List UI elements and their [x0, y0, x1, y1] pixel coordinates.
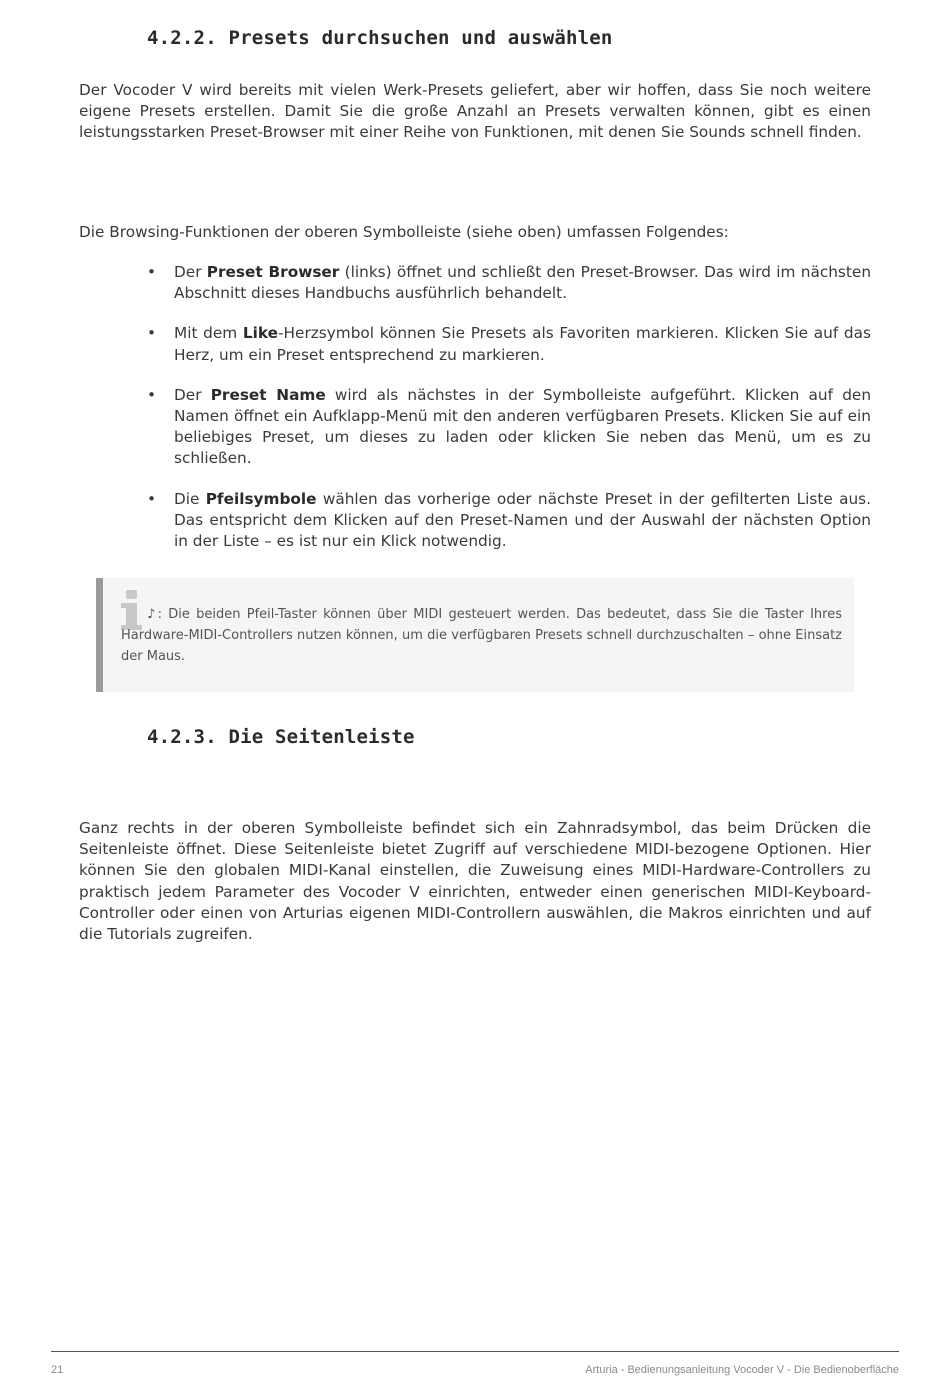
list-item-text: Der Preset Browser (links) öffnet und schließt den Preset-Browser. Das wird im nächsten Abschnitt dieses Handbuchs ausführlich behandelt.	[174, 263, 872, 303]
footer-divider	[51, 1351, 899, 1352]
intro-paragraph: Der Vocoder V wird bereits mit vielen Werk-Presets geliefert, aber wir hoffen, dass Sie noch weitere eigene Presets erstellen. Damit Sie die große Anzahl an Presets verwalten können, gibt es einen leistungsstarken Preset-Browser mit einer Reihe von Funktionen, mit denen Sie Sounds schnell finden.	[79, 81, 871, 142]
bullet-icon: •	[147, 489, 157, 508]
list-item-preset-name	[147, 385, 871, 470]
browsing-functions-list	[147, 262, 871, 571]
footer-title: Arturia - Bedienungsanleitung Vocoder V - Die Bedienoberfläche	[585, 1364, 899, 1376]
sidebar-paragraph: Ganz rechts in der oberen Symbolleiste befindet sich ein Zahnradsymbol, das beim Drücken die Seitenleiste öffnet. Diese Seitenleiste bietet Zugriff auf verschiedene MIDI-bezogene Optionen. Hier können Sie den globalen MIDI-Kanal einstellen, die Zuweisung eines MIDI-Hardware-Controllers zu praktisch jedem Parameter des Vocoder V einrichten, entweder einen generischen MIDI-Keyboard-Controller oder einen von Arturias eigenen MIDI-Controllern auswählen, die Makros einrichten und auf die Tutorials zugreifen.	[79, 819, 871, 944]
info-note-text: ♪: Die beiden Pfeil-Taster können über MIDI gesteuert werden. Das bedeutet, dass Sie die Taster Ihres Hardware-MIDI-Controllers nutzen können, um die verfügbaren Presets schnell durchzuschalten – ohne Einsatz der Maus.	[121, 607, 842, 664]
list-item-text: Mit dem Like-Herzsymbol können Sie Presets als Favoriten markieren. Klicken Sie auf das Herz, um ein Preset entsprechend zu markieren.	[174, 324, 871, 364]
list-item-arrow-symbols	[147, 489, 871, 553]
section-heading-sidebar: 4.2.3. Die Seitenleiste	[147, 726, 415, 748]
list-item-text: Der Preset Name wird als nächstes in der Symbolleiste aufgeführt. Klicken auf den Namen öffnet ein Aufklapp-Menü mit den anderen verfügbaren Presets. Klicken Sie auf ein beliebiges Preset, um dieses zu laden oder klicken Sie neben das Menü, um es zu schließen.	[174, 385, 872, 468]
page-number: 21	[51, 1364, 64, 1376]
list-item-like	[147, 323, 871, 365]
list-item-preset-browser	[147, 262, 871, 304]
bullet-icon: •	[147, 324, 157, 343]
section-heading-presets: 4.2.2. Presets durchsuchen und auswählen	[147, 27, 613, 49]
info-note-box	[96, 578, 854, 692]
browsing-lead-paragraph: Die Browsing-Funktionen der oberen Symbolleiste (siehe oben) umfassen Folgendes:	[79, 223, 729, 241]
bullet-icon: •	[147, 263, 157, 281]
bullet-icon: •	[147, 385, 157, 404]
list-item-text: Die Pfeilsymbole wählen das vorherige oder nächste Preset in der gefilterten Liste aus. Das entspricht dem Klicken auf den Preset-Namen und der Auswahl der nächsten Option in der Liste – es ist nur ein Klick notwendig.	[174, 489, 871, 551]
